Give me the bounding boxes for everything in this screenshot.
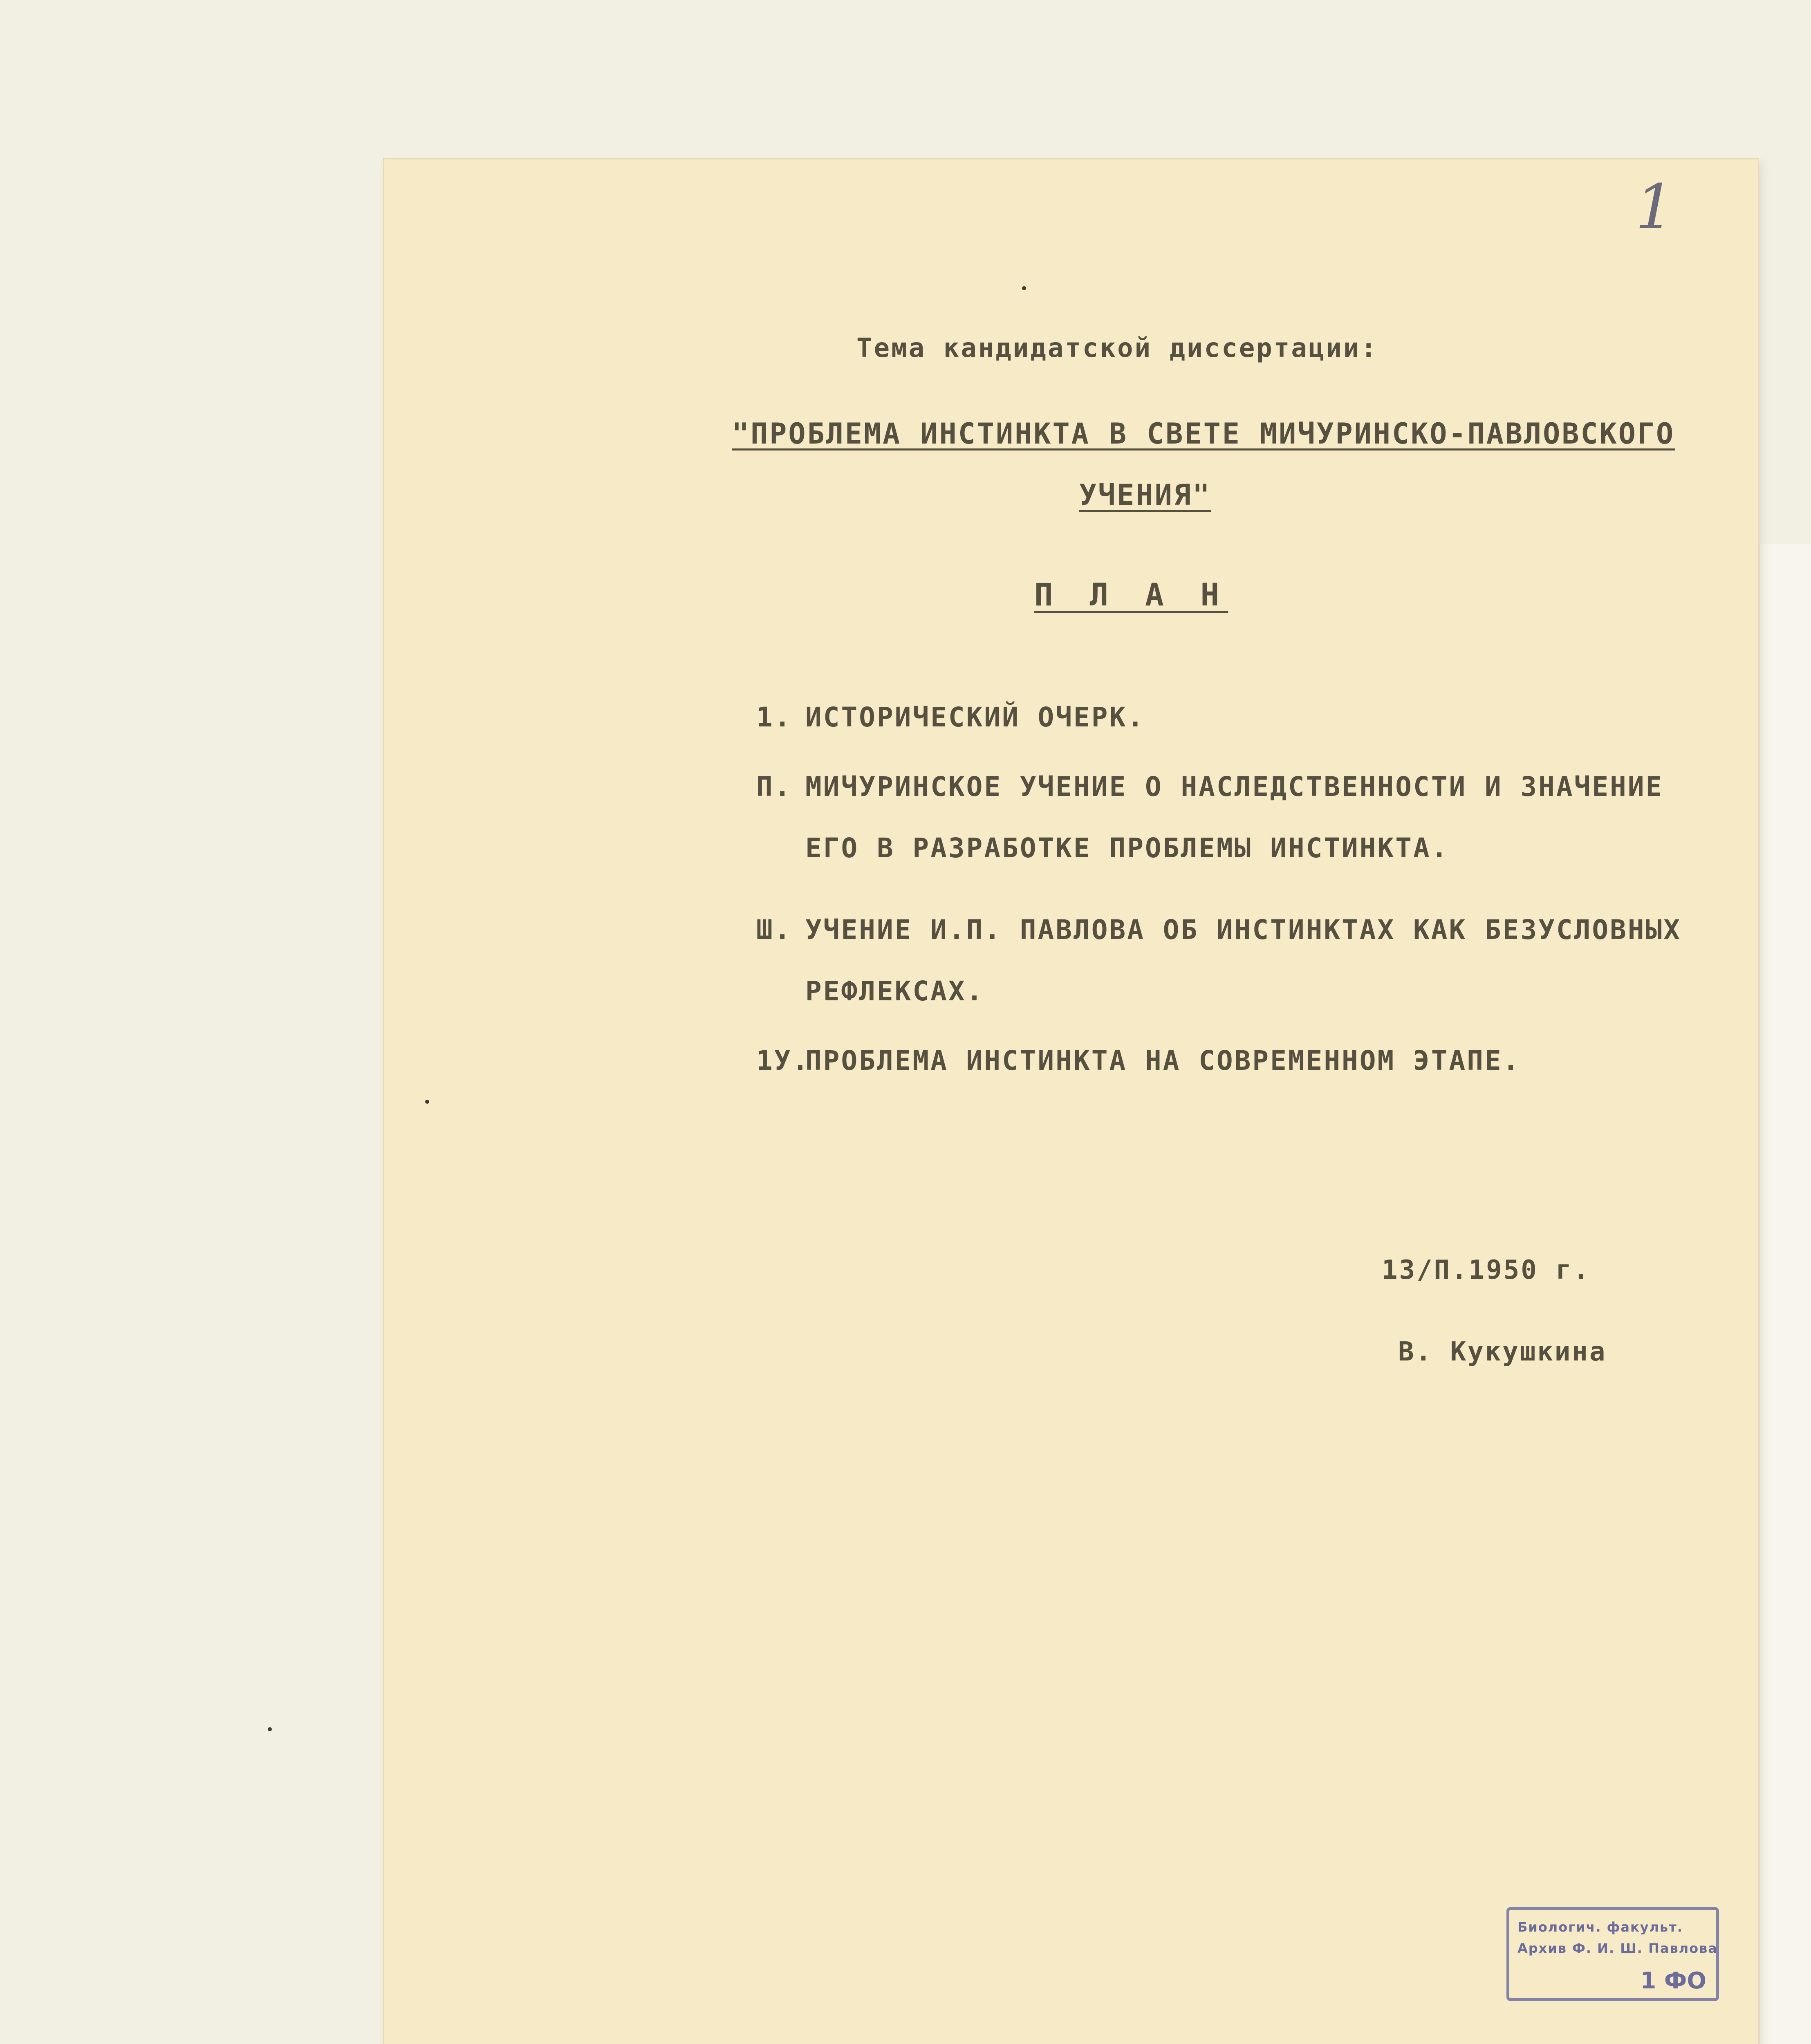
plan-item-number: 1У. — [756, 1045, 810, 1076]
document-page — [384, 159, 1758, 2044]
paper-speck — [425, 1100, 429, 1104]
archive-stamp — [1506, 1907, 1719, 2001]
plan-item — [756, 1030, 1705, 1091]
document-date: 13/П.1950 г. — [1382, 1255, 1591, 1285]
plan-item-number: 1. — [756, 702, 792, 733]
dissertation-heading: Тема кандидатской диссертации: — [856, 333, 1378, 363]
plan-item-text: ИСТОРИЧЕСКИЙ ОЧЕРК. — [805, 702, 1145, 733]
background-sheet — [1758, 544, 1811, 2044]
plan-item-number: Ш. — [756, 914, 792, 946]
stamp-line2: Архив Ф. И. Ш. Павлова — [1517, 1941, 1718, 1956]
plan-item-text: МИЧУРИНСКОЕ УЧЕНИЕ О НАСЛЕДСТВЕННОСТИ И ЗНАЧЕНИЕ ЕГО В РАЗРАБОТКЕ ПРОБЛЕМЫ ИНСТИНКТА. — [805, 771, 1664, 864]
author-signature: В. Кукушкина — [1398, 1337, 1607, 1367]
plan-item-text: ПРОБЛЕМА ИНСТИНКТА НА СОВРЕМЕННОМ ЭТАПЕ. — [805, 1045, 1521, 1076]
plan-item — [756, 756, 1705, 879]
stamp-number: 1 ФО — [1640, 1968, 1706, 1994]
paper-speck — [1022, 286, 1026, 290]
plan-item — [756, 687, 1705, 748]
plan-heading: П Л А Н — [1034, 576, 1228, 613]
paper-speck — [268, 1727, 272, 1731]
plan-item-number: П. — [756, 771, 792, 802]
plan-item — [756, 899, 1705, 1022]
plan-item-text: УЧЕНИЕ И.П. ПАВЛОВА ОБ ИНСТИНКТАХ КАК БЕЗУСЛОВНЫХ РЕФЛЕКСАХ. — [805, 914, 1682, 1007]
dissertation-title-line2: УЧЕНИЯ" — [1079, 478, 1212, 512]
dissertation-title-line1: "ПРОБЛЕМА ИНСТИНКТА В СВЕТЕ МИЧУРИНСКО-ПАВЛОВСКОГО — [732, 417, 1675, 450]
page-number: 1 — [1635, 172, 1674, 243]
stamp-line1: Биологич. факульт. — [1517, 1919, 1683, 1935]
